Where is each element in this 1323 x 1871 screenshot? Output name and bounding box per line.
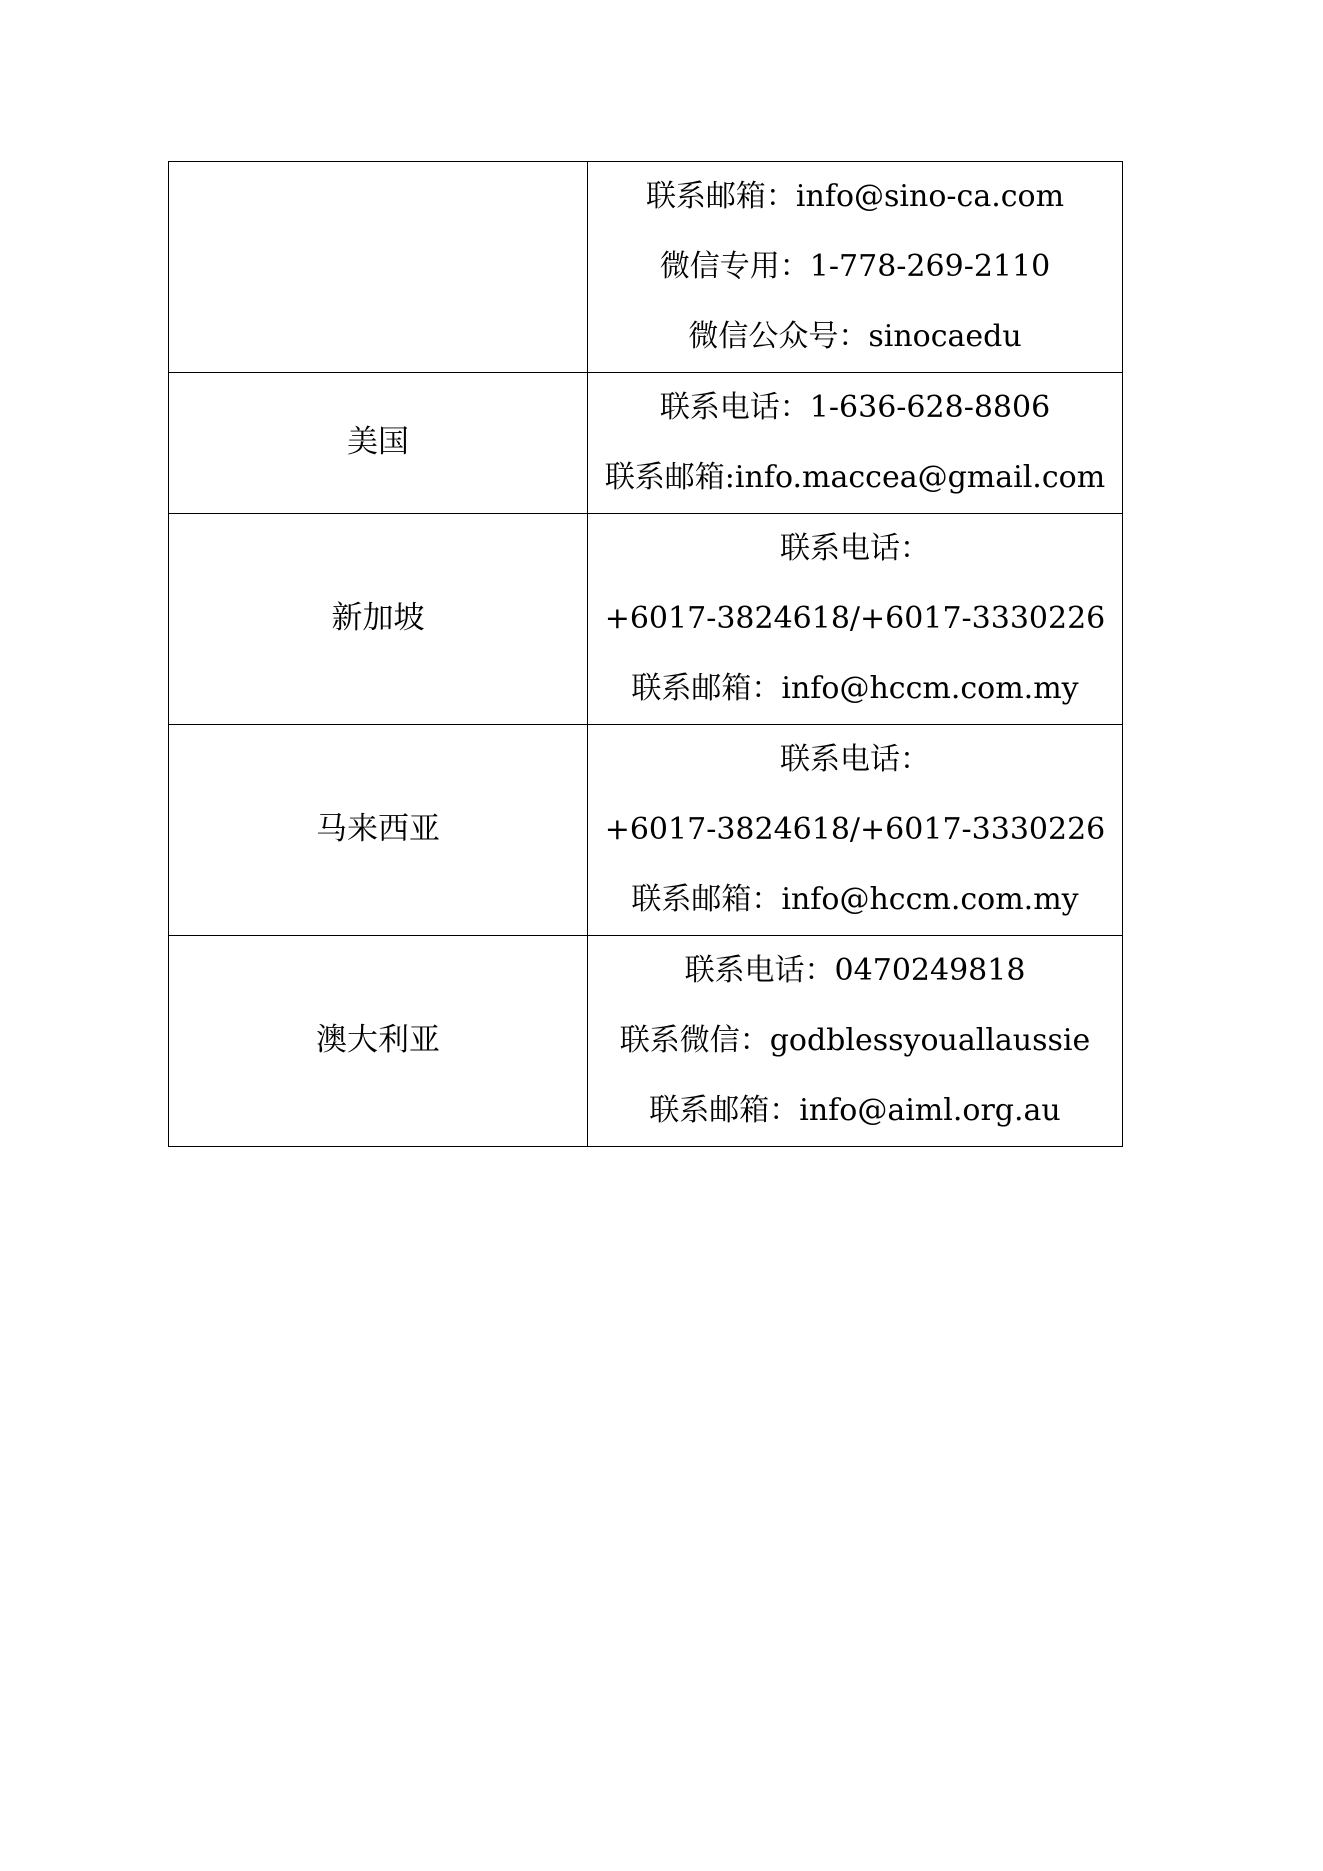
- region-cell: [169, 373, 588, 514]
- region-cell: [169, 936, 588, 1147]
- contact-email: 联系邮箱：info@hccm.com.my: [631, 671, 1079, 706]
- contact-phone: 联系电话：0470249818: [684, 953, 1026, 988]
- contact-email: 联系邮箱：info@aiml.org.au: [649, 1093, 1061, 1128]
- contact-cell: [588, 162, 1123, 373]
- contact-phone: 联系电话：1-636-628-8806: [659, 390, 1051, 425]
- contact-table: [168, 161, 1123, 1147]
- contact-cell: [588, 725, 1123, 936]
- contact-cell: [588, 373, 1123, 514]
- region-name: 新加坡: [331, 600, 425, 637]
- region-cell: [169, 514, 588, 725]
- contact-cell: [588, 514, 1123, 725]
- contact-email: 联系邮箱:info.maccea@gmail.com: [604, 460, 1106, 495]
- region-name: 美国: [347, 424, 409, 461]
- region-cell: [169, 725, 588, 936]
- region-name: 马来西亚: [316, 811, 440, 848]
- contact-phone-numbers: +6017-3824618/+6017-3330226: [604, 812, 1106, 847]
- table-row: [169, 514, 1123, 725]
- contact-phone-label: 联系电话：: [780, 531, 930, 566]
- contact-email: 联系邮箱：info@sino-ca.com: [645, 179, 1065, 214]
- table-row: [169, 162, 1123, 373]
- contact-wechat: 微信专用：1-778-269-2110: [659, 249, 1051, 284]
- contact-email: 联系邮箱：info@hccm.com.my: [631, 882, 1079, 917]
- contact-phone-label: 联系电话：: [780, 742, 930, 777]
- region-cell: [169, 162, 588, 373]
- contact-wechat: 联系微信：godblessyouallaussie: [619, 1023, 1091, 1058]
- contact-phone-numbers: +6017-3824618/+6017-3330226: [604, 601, 1106, 636]
- table-row: [169, 725, 1123, 936]
- table-row: [169, 373, 1123, 514]
- contact-wechat-account: 微信公众号：sinocaedu: [688, 319, 1022, 354]
- contact-cell: [588, 936, 1123, 1147]
- table-row: [169, 936, 1123, 1147]
- region-name: 澳大利亚: [316, 1022, 440, 1059]
